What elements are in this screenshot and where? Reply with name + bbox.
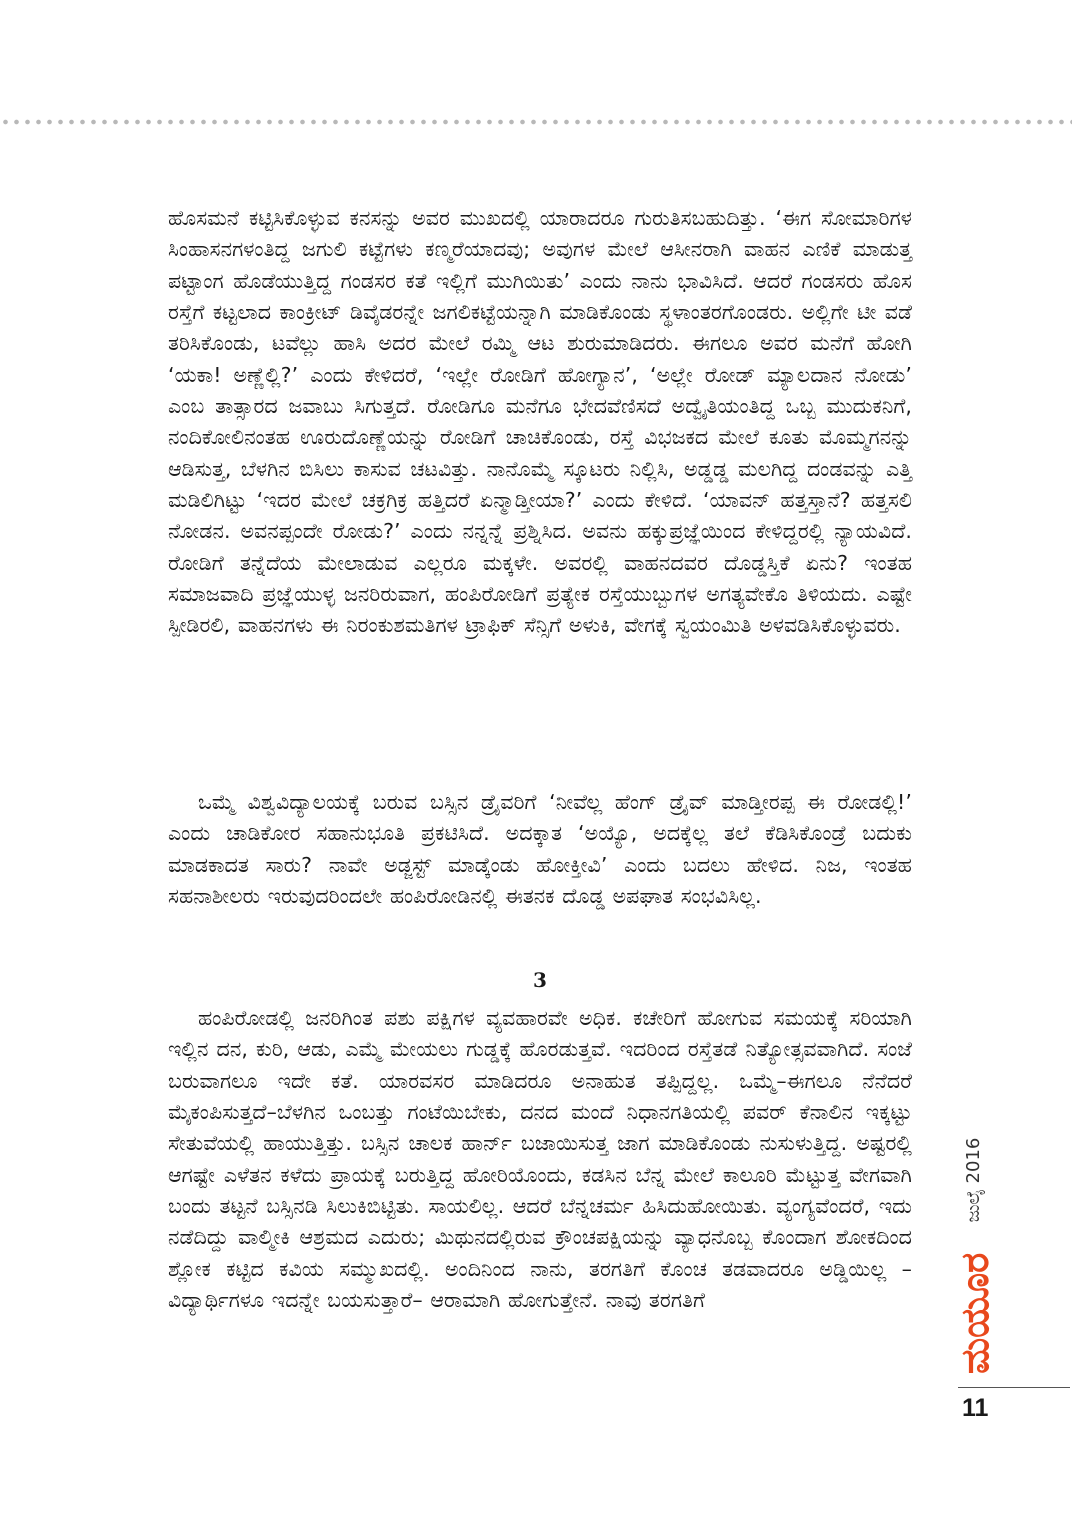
magazine-logo: ಮಯೂರ [953, 1252, 997, 1374]
page-number-rule [958, 1387, 1070, 1388]
article-paragraph: ಹಂಪಿರೋಡಲ್ಲಿ ಜನರಿಗಿಂತ ಪಶು ಪಕ್ಷಿಗಳ ವ್ಯವಹಾರವೇ ಅಧಿಕ. ಕಚೇರಿಗೆ ಹೋಗುವ ಸಮಯಕ್ಕೆ ಸರಿಯಾಗಿ ಇಲ್ಲಿನ ದನ, ಕುರಿ, ಆಡು, ಎಮ್ಮೆ ಮೇಯಲು ಗುಡ್ಡಕ್ಕೆ ಹೊರಡುತ್ತವೆ. ಇದರಿಂದ ರಸ್ತೆತಡೆ ನಿತ್ಯೋತ್ಸವವಾಗಿದೆ. ಸಂಜೆ ಬರುವಾಗಲೂ ಇದೇ ಕತೆ. ಯಾರವಸರ ಮಾಡಿದರೂ ಅನಾಹುತ ತಪ್ಪಿದ್ದಲ್ಲ. ಒಮ್ಮೆ–ಈಗಲೂ ನೆನೆದರೆ ಮೈಕಂಪಿಸುತ್ತದೆ–ಬೆಳಗಿನ ಒಂಬತ್ತು ಗಂಟೆಯಿಬೇಕು, ದನದ ಮಂದೆ ನಿಧಾನಗತಿಯಲ್ಲಿ ಪವರ್ ಕೆನಾಲಿನ ಇಕ್ಕಟ್ಟು ಸೇತುವೆಯಲ್ಲಿ ಹಾಯುತ್ತಿತ್ತು. ಬಸ್ಸಿನ ಚಾಲಕ ಹಾರ್ನ್ ಬಜಾಯಿಸುತ್ತ ಜಾಗ ಮಾಡಿಕೊಂಡು ನುಸುಳುತ್ತಿದ್ದ. ಅಷ್ಟರಲ್ಲಿ ಆಗಷ್ಟೇ ಎಳೆತನ ಕಳೆದು ಪ್ರಾಯಕ್ಕೆ ಬರುತ್ತಿದ್ದ ಹೋರಿಯೊಂದು, ಕಡಸಿನ ಬೆನ್ನ ಮೇಲೆ ಕಾಲೂರಿ ಮೆಟ್ಟುತ್ತ ವೇಗವಾಗಿ ಬಂದು ತಟ್ಟನೆ ಬಸ್ಸಿನಡಿ ಸಿಲುಕಿಬಿಟ್ಟಿತು. ಸಾಯಲಿಲ್ಲ. ಆದರೆ ಬೆನ್ನಚರ್ಮ ಹಿಸಿದುಹೋಯಿತು. ವ್ಯಂಗ್ಯವೆಂದರೆ, ಇದು ನಡೆದಿದ್ದು ವಾಲ್ಮೀಕಿ ಆಶ್ರಮದ ಎದುರು; ಮಿಥುನದಲ್ಲಿರುವ ಕ್ರೌಂಚಪಕ್ಷಿಯನ್ನು ವ್ಯಾಧನೊಬ್ಬ ಕೊಂದಾಗ ಶೋಕದಿಂದ ಶ್ಲೋಕ ಕಟ್ಟಿದ ಕವಿಯ ಸಮ್ಮುಖದಲ್ಲಿ. ಅಂದಿನಿಂದ ನಾನು, ತರಗತಿಗೆ ಕೊಂಚ ತಡವಾದರೂ ಅಡ್ಡಿಯಿಲ್ಲ –ವಿದ್ಯಾರ್ಥಿಗಳೂ ಇದನ್ನೇ ಬಯಸುತ್ತಾರೆ– ಆರಾಮಾಗಿ ಹೋಗುತ್ತೇನೆ. ನಾವು ತರಗತಿಗೆ [168, 1006, 912, 1313]
section-number: 3 [533, 968, 547, 992]
article-body-part-2 [168, 787, 912, 912]
issue-date: ಜುಲೈ 2016 [963, 1137, 984, 1223]
page-number: 11 [962, 1394, 989, 1422]
article-paragraph: ಹೊಸಮನೆ ಕಟ್ಟಿಸಿಕೊಳ್ಳುವ ಕನಸನ್ನು ಅವರ ಮುಖದಲ್ಲಿ ಯಾರಾದರೂ ಗುರುತಿಸಬಹುದಿತ್ತು. ‘ಈಗ ಸೋಮಾರಿಗಳ ಸಿಂಹಾಸನಗಳಂತಿದ್ದ ಜಗುಲಿ ಕಟ್ಟೆಗಳು ಕಣ್ಮರೆಯಾದವು; ಅವುಗಳ ಮೇಲೆ ಆಸೀನರಾಗಿ ವಾಹನ ಎಣಿಕೆ ಮಾಡುತ್ತ ಪಟ್ಟಾಂಗ ಹೊಡೆಯುತ್ತಿದ್ದ ಗಂಡಸರ ಕತೆ ಇಲ್ಲಿಗೆ ಮುಗಿಯಿತು’ ಎಂದು ನಾನು ಭಾವಿಸಿದೆ. ಆದರೆ ಗಂಡಸರು ಹೊಸ ರಸ್ತೆಗೆ ಕಟ್ಟಲಾದ ಕಾಂಕ್ರೀಟ್ ಡಿವೈಡರನ್ನೇ ಜಗಲಿಕಟ್ಟೆಯನ್ನಾಗಿ ಮಾಡಿಕೊಂಡು ಸ್ಥಳಾಂತರಗೊಂಡರು. ಅಲ್ಲಿಗೇ ಟೀ ವಡೆ ತರಿಸಿಕೊಂಡು, ಟವೆಲ್ಲು ಹಾಸಿ ಅದರ ಮೇಲೆ ರಮ್ಮಿ ಆಟ ಶುರುಮಾಡಿದರು. ಈಗಲೂ ಅವರ ಮನೆಗೆ ಹೋಗಿ ‘ಯಕಾ! ಅಣ್ಣೆಲ್ಲಿ?’ ಎಂದು ಕೇಳಿದರೆ, ‘ಇಲ್ಲೇ ರೋಡಿಗೆ ಹೋಗ್ಯಾನ’, ‘ಅಲ್ಲೇ ರೋಡ್ ಮ್ಯಾಲದಾನ ನೋಡು’ ಎಂಬ ತಾತ್ಸಾರದ ಜವಾಬು ಸಿಗುತ್ತದೆ. ರೋಡಿಗೂ ಮನೆಗೂ ಭೇದವೆಣಿಸದೆ ಅದ್ವೈತಿಯಂತಿದ್ದ ಒಬ್ಬ ಮುದುಕನಿಗೆ, ನಂದಿಕೋಲಿನಂತಹ ಊರುದೊಣ್ಣೆಯನ್ನು ರೋಡಿಗೆ ಚಾಚಿಕೊಂಡು, ರಸ್ತೆ ವಿಭಜಕದ ಮೇಲೆ ಕೂತು ಮೊಮ್ಮಗನನ್ನು ಆಡಿಸುತ್ತ, ಬೆಳಗಿನ ಬಿಸಿಲು ಕಾಸುವ ಚಟವಿತ್ತು. ನಾನೊಮ್ಮೆ ಸ್ಕೂಟರು ನಿಲ್ಲಿಸಿ, ಅಡ್ಡಡ್ಡ ಮಲಗಿದ್ದ ದಂಡವನ್ನು ಎತ್ತಿ ಮಡಿಲಿಗಿಟ್ಟು ‘ಇದರ ಮೇಲೆ ಚಕ್ರಗಿಕ್ರ ಹತ್ತಿದರೆ ಏನ್ಮಾಡ್ತೀಯಾ?’ ಎಂದು ಕೇಳಿದೆ. ‘ಯಾವನ್ ಹತ್ತಸ್ತಾನೆ? ಹತ್ತಸಲಿ ನೋಡನ. ಅವನಪ್ಪಂದೇ ರೋಡು?’ ಎಂದು ನನ್ನನ್ನೆ ಪ್ರಶ್ನಿಸಿದ. ಅವನು ಹಕ್ಕುಪ್ರಜ್ಞೆಯಿಂದ ಕೇಳಿದ್ದರಲ್ಲಿ ನ್ಯಾಯವಿದೆ. ರೋಡಿಗೆ ತನ್ನೆದೆಯ ಮೇಲಾಡುವ ಎಲ್ಲರೂ ಮಕ್ಕಳೇ. ಅವರಲ್ಲಿ ವಾಹನದವರ ದೊಡ್ಡಸ್ತಿಕೆ ಏನು? ಇಂತಹ ಸಮಾಜವಾದಿ ಪ್ರಜ್ಞೆಯುಳ್ಳ ಜನರಿರುವಾಗ, ಹಂಪಿರೋಡಿಗೆ ಪ್ರತ್ಯೇಕ ರಸ್ತೆಯುಬ್ಬುಗಳ ಅಗತ್ಯವೇಕೊ ತಿಳಿಯದು. ಎಷ್ಟೇ ಸ್ಪೀಡಿರಲಿ, ವಾಹನಗಳು ಈ ನಿರಂಕುಶಮತಿಗಳ ಟ್ರಾಫಿಕ್ ಸೆನ್ಸಿಗೆ ಅಳುಕಿ, ವೇಗಕ್ಕೆ ಸ್ವಯಂಮಿತಿ ಅಳವಡಿಸಿಕೊಳ್ಳುವರು. [168, 206, 912, 638]
article-body-part-3 [168, 1003, 912, 1316]
article-body-part-1 [168, 203, 912, 642]
dotted-header-rule [0, 118, 1072, 126]
article-paragraph: ಒಮ್ಮೆ ವಿಶ್ವವಿದ್ಯಾಲಯಕ್ಕೆ ಬರುವ ಬಸ್ಸಿನ ಡ್ರೈವರಿಗೆ ‘ನೀವೆಲ್ಲ ಹೆಂಗ್ ಡ್ರೈವ್ ಮಾಡ್ತೀರಪ್ಪ ಈ ರೋಡಲ್ಲಿ!’ ಎಂದು ಚಾಡಿಕೋರ ಸಹಾನುಭೂತಿ ಪ್ರಕಟಿಸಿದೆ. ಅದಕ್ಕಾತ ‘ಅಯ್ಯೊ, ಅದಕ್ಕೆಲ್ಲ ತಲೆ ಕೆಡಿಸಿಕೊಂಡ್ರೆ ಬದುಕು ಮಾಡಕಾದತ ಸಾರು? ನಾವೇ ಅಡ್ಜಸ್ಟ್ ಮಾಡ್ಕೆಂಡು ಹೋಕ್ತೀವಿ’ ಎಂದು ಬದಲು ಹೇಳಿದ. ನಿಜ, ಇಂತಹ ಸಹನಾಶೀಲರು ಇರುವುದರಿಂದಲೇ ಹಂಪಿರೋಡಿನಲ್ಲಿ ಈತನಕ ದೊಡ್ಡ ಅಪಘಾತ ಸಂಭವಿಸಿಲ್ಲ. [168, 790, 912, 909]
